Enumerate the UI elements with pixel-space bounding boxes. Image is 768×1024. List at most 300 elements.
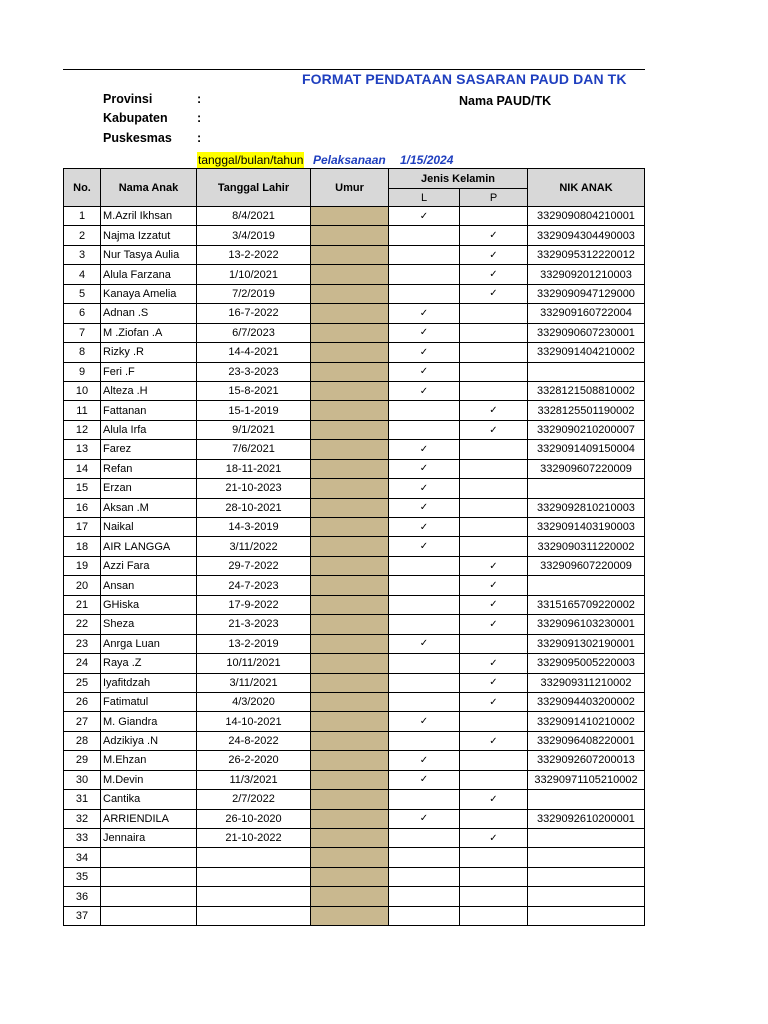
row-number: 20: [64, 576, 101, 595]
age-cell: [311, 207, 389, 226]
gender-p-cell: [460, 751, 528, 770]
table-row: [64, 479, 645, 498]
row-number: 10: [64, 381, 101, 400]
nik-cell: 3329090947129000: [528, 284, 645, 303]
header-nama-anak: Nama Anak: [101, 169, 197, 207]
gender-p-cell: ✓: [460, 265, 528, 284]
nik-cell: 3329095005220003: [528, 654, 645, 673]
puskesmas-colon: :: [197, 131, 202, 145]
child-name: Jennaira: [101, 829, 197, 848]
table-row: [64, 498, 645, 517]
row-number: 32: [64, 809, 101, 828]
age-cell: [311, 829, 389, 848]
gender-p-cell: [460, 207, 528, 226]
age-cell: [311, 751, 389, 770]
nik-cell: [528, 790, 645, 809]
age-cell: [311, 459, 389, 478]
gender-p-cell: ✓: [460, 673, 528, 692]
age-cell: [311, 245, 389, 264]
header-l: L: [389, 189, 460, 207]
table-row: [64, 634, 645, 653]
child-name: M.Azril Ikhsan: [101, 207, 197, 226]
gender-p-cell: ✓: [460, 245, 528, 264]
row-number: 15: [64, 479, 101, 498]
gender-l-cell: [389, 906, 460, 925]
gender-l-cell: ✓: [389, 479, 460, 498]
birth-date: 21-10-2023: [197, 479, 311, 498]
nik-cell: 3329096103230001: [528, 615, 645, 634]
table-row: [64, 692, 645, 711]
row-number: 21: [64, 595, 101, 614]
age-cell: [311, 576, 389, 595]
row-number: 7: [64, 323, 101, 342]
table-row: [64, 576, 645, 595]
gender-p-cell: [460, 537, 528, 556]
gender-p-cell: [460, 518, 528, 537]
table-row: [64, 518, 645, 537]
nik-cell: 3328125501190002: [528, 401, 645, 420]
nik-cell: 332909201210003: [528, 265, 645, 284]
table-row: [64, 284, 645, 303]
table-row: [64, 207, 645, 226]
gender-l-cell: [389, 731, 460, 750]
row-number: 24: [64, 654, 101, 673]
nik-cell: 3329095312220012: [528, 245, 645, 264]
birth-date: 14-3-2019: [197, 518, 311, 537]
birth-date: 14-10-2021: [197, 712, 311, 731]
age-cell: [311, 692, 389, 711]
gender-l-cell: [389, 595, 460, 614]
gender-p-cell: ✓: [460, 226, 528, 245]
table-row: [64, 848, 645, 867]
table-row: [64, 459, 645, 478]
gender-l-cell: ✓: [389, 459, 460, 478]
nik-cell: 3329091409150004: [528, 440, 645, 459]
gender-l-cell: [389, 226, 460, 245]
gender-l-cell: ✓: [389, 207, 460, 226]
gender-l-cell: ✓: [389, 712, 460, 731]
gender-l-cell: [389, 829, 460, 848]
table-row: [64, 381, 645, 400]
birth-date: 10/11/2021: [197, 654, 311, 673]
row-number: 5: [64, 284, 101, 303]
nik-cell: 332909607220009: [528, 556, 645, 575]
table-row: [64, 887, 645, 906]
nik-cell: 3329090804210001: [528, 207, 645, 226]
table-row: [64, 595, 645, 614]
nik-cell: 332909311210002: [528, 673, 645, 692]
age-cell: [311, 867, 389, 886]
provinsi-label: Provinsi: [103, 92, 153, 106]
age-cell: [311, 712, 389, 731]
row-number: 3: [64, 245, 101, 264]
gender-p-cell: ✓: [460, 401, 528, 420]
birth-date: [197, 867, 311, 886]
header-jenis-kelamin: Jenis Kelamin: [389, 169, 528, 189]
row-number: 12: [64, 420, 101, 439]
data-table: [63, 168, 645, 926]
child-name: Nur Tasya Aulia: [101, 245, 197, 264]
gender-l-cell: ✓: [389, 304, 460, 323]
row-number: 19: [64, 556, 101, 575]
table-row: [64, 790, 645, 809]
age-cell: [311, 323, 389, 342]
gender-l-cell: ✓: [389, 440, 460, 459]
gender-l-cell: [389, 556, 460, 575]
birth-date: [197, 906, 311, 925]
nik-cell: [528, 829, 645, 848]
gender-p-cell: [460, 440, 528, 459]
nik-cell: [528, 906, 645, 925]
age-cell: [311, 556, 389, 575]
table-row: [64, 712, 645, 731]
age-cell: [311, 770, 389, 789]
nik-cell: 3329090607230001: [528, 323, 645, 342]
table-row: [64, 304, 645, 323]
header-p: P: [460, 189, 528, 207]
age-cell: [311, 654, 389, 673]
row-number: 8: [64, 343, 101, 362]
birth-date: 29-7-2022: [197, 556, 311, 575]
child-name: M.Ehzan: [101, 751, 197, 770]
nik-cell: 3329091404210002: [528, 343, 645, 362]
age-cell: [311, 362, 389, 381]
row-number: 25: [64, 673, 101, 692]
birth-date: 6/7/2023: [197, 323, 311, 342]
nik-cell: [528, 576, 645, 595]
age-cell: [311, 887, 389, 906]
row-number: 18: [64, 537, 101, 556]
age-cell: [311, 381, 389, 400]
birth-date: 3/4/2019: [197, 226, 311, 245]
birth-date: 8/4/2021: [197, 207, 311, 226]
table-row: [64, 226, 645, 245]
table-row: [64, 556, 645, 575]
nik-cell: 3329094304490003: [528, 226, 645, 245]
table-row: [64, 867, 645, 886]
child-name: [101, 906, 197, 925]
child-name: [101, 848, 197, 867]
age-cell: [311, 809, 389, 828]
table-row: [64, 401, 645, 420]
birth-date: 13-2-2022: [197, 245, 311, 264]
nik-cell: 332909607220009: [528, 459, 645, 478]
header-umur: Umur: [311, 169, 389, 207]
gender-p-cell: [460, 498, 528, 517]
gender-l-cell: [389, 673, 460, 692]
gender-p-cell: ✓: [460, 420, 528, 439]
nik-cell: 3329091410210002: [528, 712, 645, 731]
birth-date: 13-2-2019: [197, 634, 311, 653]
row-number: 37: [64, 906, 101, 925]
child-name: [101, 867, 197, 886]
age-cell: [311, 284, 389, 303]
gender-l-cell: ✓: [389, 770, 460, 789]
gender-l-cell: [389, 790, 460, 809]
child-name: Aksan .M: [101, 498, 197, 517]
gender-l-cell: [389, 654, 460, 673]
birth-date: 21-3-2023: [197, 615, 311, 634]
gender-l-cell: ✓: [389, 537, 460, 556]
table-row: [64, 829, 645, 848]
pelaksanaan-date: 1/15/2024: [400, 153, 454, 167]
gender-l-cell: ✓: [389, 751, 460, 770]
child-name: Alula Irfa: [101, 420, 197, 439]
age-cell: [311, 848, 389, 867]
child-name: Adzikiya .N: [101, 731, 197, 750]
child-name: M.Devin: [101, 770, 197, 789]
child-name: M. Giandra: [101, 712, 197, 731]
birth-date: 14-4-2021: [197, 343, 311, 362]
nik-cell: [528, 479, 645, 498]
birth-date: 18-11-2021: [197, 459, 311, 478]
child-name: Kanaya Amelia: [101, 284, 197, 303]
row-number: 14: [64, 459, 101, 478]
gender-l-cell: ✓: [389, 343, 460, 362]
age-cell: [311, 673, 389, 692]
birth-date: 26-2-2020: [197, 751, 311, 770]
age-cell: [311, 518, 389, 537]
nik-cell: 3329090210200007: [528, 420, 645, 439]
child-name: Cantika: [101, 790, 197, 809]
gender-p-cell: [460, 323, 528, 342]
row-number: 34: [64, 848, 101, 867]
row-number: 17: [64, 518, 101, 537]
row-number: 9: [64, 362, 101, 381]
gender-p-cell: ✓: [460, 654, 528, 673]
birth-date: 7/6/2021: [197, 440, 311, 459]
row-number: 31: [64, 790, 101, 809]
row-number: 13: [64, 440, 101, 459]
gender-p-cell: [460, 381, 528, 400]
gender-p-cell: [460, 459, 528, 478]
gender-p-cell: ✓: [460, 692, 528, 711]
row-number: 23: [64, 634, 101, 653]
child-name: Anrga Luan: [101, 634, 197, 653]
nik-cell: [528, 887, 645, 906]
nik-cell: [528, 362, 645, 381]
header-nik-anak: NIK ANAK: [528, 169, 645, 207]
gender-p-cell: [460, 906, 528, 925]
gender-l-cell: [389, 887, 460, 906]
gender-l-cell: [389, 284, 460, 303]
birth-date: 7/2/2019: [197, 284, 311, 303]
age-cell: [311, 634, 389, 653]
gender-l-cell: ✓: [389, 518, 460, 537]
child-name: Fatimatul: [101, 692, 197, 711]
row-number: 28: [64, 731, 101, 750]
birth-date: 1/10/2021: [197, 265, 311, 284]
child-name: Rizky .R: [101, 343, 197, 362]
child-name: Iyafitdzah: [101, 673, 197, 692]
gender-p-cell: ✓: [460, 576, 528, 595]
top-border-line: [63, 69, 645, 70]
pelaksanaan-label: Pelaksanaan: [313, 153, 386, 167]
nik-cell: 3329096408220001: [528, 731, 645, 750]
gender-l-cell: ✓: [389, 634, 460, 653]
nik-cell: [528, 848, 645, 867]
child-name: Najma Izzatut: [101, 226, 197, 245]
age-cell: [311, 731, 389, 750]
row-number: 6: [64, 304, 101, 323]
birth-date: 17-9-2022: [197, 595, 311, 614]
child-name: Adnan .S: [101, 304, 197, 323]
row-number: 33: [64, 829, 101, 848]
nik-cell: 3329090311220002: [528, 537, 645, 556]
table-row: [64, 440, 645, 459]
header-tanggal-lahir: Tanggal Lahir: [197, 169, 311, 207]
age-cell: [311, 265, 389, 284]
gender-l-cell: [389, 867, 460, 886]
birth-date: [197, 887, 311, 906]
gender-l-cell: [389, 265, 460, 284]
page-title: FORMAT PENDATAAN SASARAN PAUD DAN TK: [302, 71, 627, 87]
row-number: 29: [64, 751, 101, 770]
row-number: 35: [64, 867, 101, 886]
age-cell: [311, 537, 389, 556]
child-name: Azzi Fara: [101, 556, 197, 575]
row-number: 11: [64, 401, 101, 420]
birth-date: 9/1/2021: [197, 420, 311, 439]
table-row: [64, 673, 645, 692]
birth-date: 26-10-2020: [197, 809, 311, 828]
child-name: Farez: [101, 440, 197, 459]
row-number: 30: [64, 770, 101, 789]
gender-l-cell: [389, 615, 460, 634]
row-number: 16: [64, 498, 101, 517]
gender-p-cell: ✓: [460, 731, 528, 750]
child-name: Refan: [101, 459, 197, 478]
birth-date: 3/11/2021: [197, 673, 311, 692]
table-row: [64, 323, 645, 342]
header-no: No.: [64, 169, 101, 207]
table-row: [64, 420, 645, 439]
table-row: [64, 654, 645, 673]
gender-l-cell: ✓: [389, 323, 460, 342]
gender-p-cell: [460, 809, 528, 828]
age-cell: [311, 479, 389, 498]
age-cell: [311, 906, 389, 925]
table-row: [64, 362, 645, 381]
gender-p-cell: [460, 479, 528, 498]
gender-l-cell: [389, 245, 460, 264]
nik-cell: 3329092610200001: [528, 809, 645, 828]
table-body: [64, 207, 645, 926]
age-cell: [311, 440, 389, 459]
table-row: [64, 751, 645, 770]
nik-cell: 3328121508810002: [528, 381, 645, 400]
row-number: 4: [64, 265, 101, 284]
child-name: [101, 887, 197, 906]
child-name: Naikal: [101, 518, 197, 537]
gender-l-cell: [389, 848, 460, 867]
gender-p-cell: [460, 712, 528, 731]
gender-p-cell: [460, 304, 528, 323]
gender-p-cell: ✓: [460, 284, 528, 303]
age-cell: [311, 304, 389, 323]
gender-p-cell: [460, 634, 528, 653]
gender-l-cell: ✓: [389, 381, 460, 400]
row-number: 26: [64, 692, 101, 711]
birth-date: 11/3/2021: [197, 770, 311, 789]
child-name: Erzan: [101, 479, 197, 498]
birth-date: 28-10-2021: [197, 498, 311, 517]
birth-date: [197, 848, 311, 867]
gender-p-cell: [460, 362, 528, 381]
child-name: GHiska: [101, 595, 197, 614]
gender-p-cell: ✓: [460, 829, 528, 848]
age-cell: [311, 420, 389, 439]
nik-cell: 3329091302190001: [528, 634, 645, 653]
birth-date: 24-8-2022: [197, 731, 311, 750]
age-cell: [311, 498, 389, 517]
gender-l-cell: [389, 576, 460, 595]
birth-date: 15-8-2021: [197, 381, 311, 400]
nik-cell: 3329091403190003: [528, 518, 645, 537]
nik-cell: [528, 867, 645, 886]
child-name: Alula Farzana: [101, 265, 197, 284]
gender-p-cell: [460, 848, 528, 867]
birth-date: 21-10-2022: [197, 829, 311, 848]
kabupaten-label: Kabupaten: [103, 111, 168, 125]
table-row: [64, 245, 645, 264]
age-cell: [311, 226, 389, 245]
nik-cell: 3315165709220002: [528, 595, 645, 614]
table-row: [64, 265, 645, 284]
gender-p-cell: ✓: [460, 615, 528, 634]
birth-date: 3/11/2022: [197, 537, 311, 556]
gender-p-cell: ✓: [460, 595, 528, 614]
birth-date: 15-1-2019: [197, 401, 311, 420]
age-cell: [311, 401, 389, 420]
age-cell: [311, 343, 389, 362]
row-number: 27: [64, 712, 101, 731]
gender-l-cell: ✓: [389, 498, 460, 517]
birth-date: 23-3-2023: [197, 362, 311, 381]
birth-date: 4/3/2020: [197, 692, 311, 711]
nik-cell: 3329092810210003: [528, 498, 645, 517]
nik-cell: 33290971105210002: [528, 770, 645, 789]
row-number: 2: [64, 226, 101, 245]
row-number: 22: [64, 615, 101, 634]
table-row: [64, 615, 645, 634]
table-row: [64, 343, 645, 362]
child-name: Alteza .H: [101, 381, 197, 400]
gender-l-cell: ✓: [389, 362, 460, 381]
date-format-note: tanggal/bulan/tahun: [198, 153, 304, 167]
nik-cell: 3329092607200013: [528, 751, 645, 770]
child-name: Ansan: [101, 576, 197, 595]
gender-p-cell: [460, 867, 528, 886]
child-name: Fattanan: [101, 401, 197, 420]
nik-cell: 332909160722004: [528, 304, 645, 323]
nama-paud-label: Nama PAUD/TK: [459, 94, 552, 108]
gender-l-cell: [389, 401, 460, 420]
child-name: Feri .F: [101, 362, 197, 381]
table-row: [64, 731, 645, 750]
gender-l-cell: [389, 420, 460, 439]
kabupaten-colon: :: [197, 111, 202, 125]
row-number: 36: [64, 887, 101, 906]
gender-p-cell: ✓: [460, 556, 528, 575]
gender-p-cell: [460, 343, 528, 362]
birth-date: 24-7-2023: [197, 576, 311, 595]
gender-p-cell: [460, 770, 528, 789]
age-cell: [311, 595, 389, 614]
puskesmas-label: Puskesmas: [103, 131, 172, 145]
gender-p-cell: [460, 887, 528, 906]
table-row: [64, 906, 645, 925]
